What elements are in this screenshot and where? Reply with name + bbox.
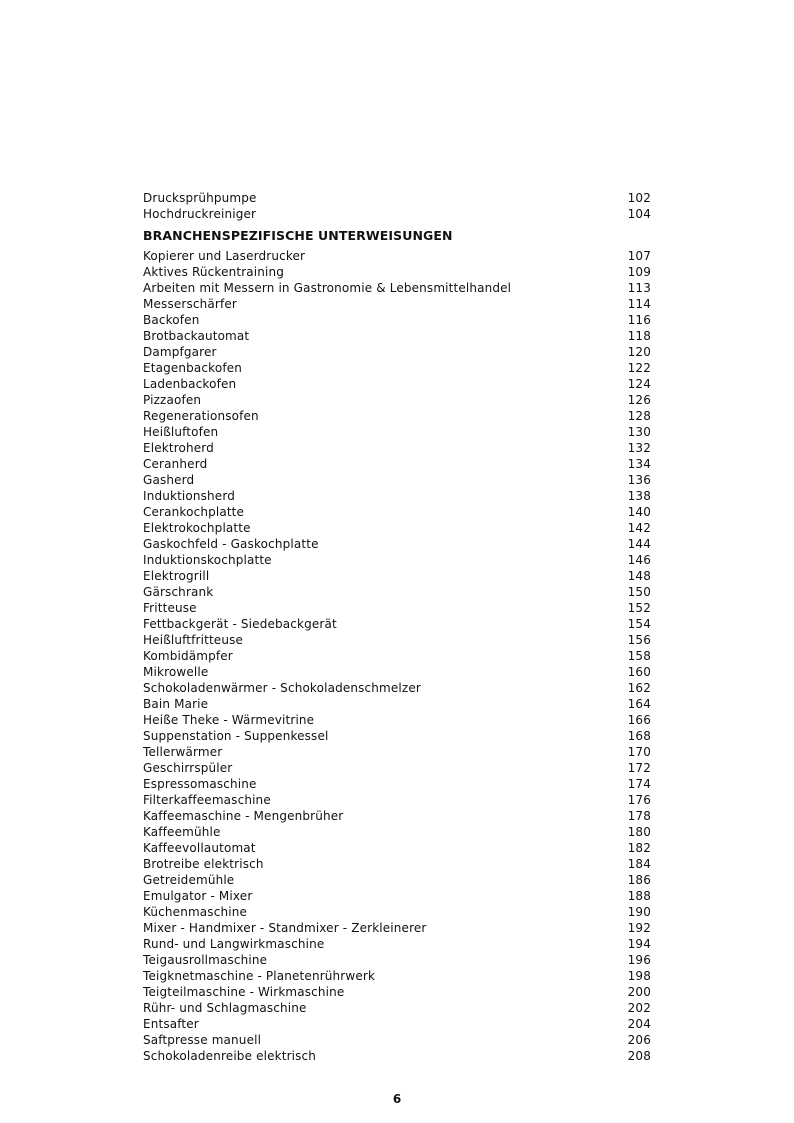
- toc-entry-title: Backofen: [143, 313, 200, 327]
- toc-entry: [143, 1016, 651, 1032]
- toc-entry-title: Teigknetmaschine - Planetenrührwerk: [143, 969, 376, 983]
- toc-entry-page: 196: [627, 953, 651, 967]
- toc-entry-title: Filterkaffeemaschine: [143, 793, 271, 807]
- section-heading: BRANCHENSPEZIFISCHE UNTERWEISUNGEN: [143, 228, 453, 243]
- toc-entry-title: Entsafter: [143, 1017, 199, 1031]
- toc-entry-title: Induktionsherd: [143, 489, 235, 503]
- toc-entry-page: 158: [627, 649, 651, 663]
- toc-entry-page: 138: [627, 489, 651, 503]
- toc-entry-page: 146: [627, 553, 651, 567]
- toc-entry: [143, 1048, 651, 1064]
- toc-entry-title: Getreidemühle: [143, 873, 235, 887]
- toc-entries-after: [143, 248, 651, 1064]
- toc-entry-page: 148: [627, 569, 651, 583]
- toc-entry-page: 190: [627, 905, 651, 919]
- toc-entry-title: Gaskochfeld - Gaskochplatte: [143, 537, 319, 551]
- toc-entry-page: 109: [627, 265, 651, 279]
- toc-entry-title: Ceranherd: [143, 457, 208, 471]
- toc-entry-page: 186: [627, 873, 651, 887]
- toc-entry-page: 176: [627, 793, 651, 807]
- toc-entry: [143, 648, 651, 664]
- toc-entry-page: 178: [627, 809, 651, 823]
- toc-entry: [143, 712, 651, 728]
- toc-entry-page: 172: [627, 761, 651, 775]
- toc-entry: [143, 616, 651, 632]
- toc-entry-page: 142: [627, 521, 651, 535]
- toc-entry: [143, 376, 651, 392]
- toc-entry-title: Teigausrollmaschine: [143, 953, 268, 967]
- toc-entry-page: 116: [627, 313, 651, 327]
- toc-entry-title: Heißluftofen: [143, 425, 219, 439]
- toc-entry: [143, 808, 651, 824]
- toc-entry-page: 192: [627, 921, 651, 935]
- toc-entry-title: Etagenbackofen: [143, 361, 242, 375]
- toc-entry: [143, 536, 651, 552]
- toc-entry-title: Pizzaofen: [143, 393, 202, 407]
- toc-entry-page: 160: [627, 665, 651, 679]
- toc-entry: [143, 312, 651, 328]
- toc-entry-title: Mixer - Handmixer - Standmixer - Zerkleinerer: [143, 921, 427, 935]
- toc-entry: [143, 760, 651, 776]
- toc-entry-title: Küchenmaschine: [143, 905, 247, 919]
- toc-entry: [143, 440, 651, 456]
- toc-entry-page: 152: [627, 601, 651, 615]
- toc-entry-title: Gasherd: [143, 473, 195, 487]
- toc-entry: [143, 456, 651, 472]
- toc-entry: [143, 680, 651, 696]
- toc-entry-title: Espressomaschine: [143, 777, 257, 791]
- toc-entry-title: Ladenbackofen: [143, 377, 237, 391]
- toc-entry-page: 182: [627, 841, 651, 855]
- toc-entry: [143, 328, 651, 344]
- toc-entry-title: Hochdruckreiniger: [143, 207, 257, 221]
- toc-entry-title: Emulgator - Mixer: [143, 889, 253, 903]
- table-of-contents: [143, 190, 651, 1064]
- toc-entry-title: Elektroherd: [143, 441, 214, 455]
- toc-entry-title: Messerschärfer: [143, 297, 237, 311]
- toc-entry-page: 194: [627, 937, 651, 951]
- toc-entry-page: 107: [627, 249, 651, 263]
- toc-entry: [143, 840, 651, 856]
- toc-entry-page: 198: [627, 969, 651, 983]
- toc-entry: [143, 392, 651, 408]
- toc-entry-title: Elektrokochplatte: [143, 521, 251, 535]
- toc-entry-page: 122: [627, 361, 651, 375]
- toc-entry-page: 170: [627, 745, 651, 759]
- toc-entry-page: 156: [627, 633, 651, 647]
- toc-entry-page: 102: [627, 191, 651, 205]
- toc-entry-page: 202: [627, 1001, 651, 1015]
- toc-entry: [143, 984, 651, 1000]
- toc-entry: [143, 888, 651, 904]
- toc-entry: [143, 584, 651, 600]
- toc-entry-page: 126: [627, 393, 651, 407]
- toc-entry-page: 150: [627, 585, 651, 599]
- toc-entry: [143, 936, 651, 952]
- toc-entry-title: Teigteilmaschine - Wirkmaschine: [143, 985, 345, 999]
- toc-entry: [143, 552, 651, 568]
- toc-entry: [143, 856, 651, 872]
- toc-entry-title: Kombidämpfer: [143, 649, 233, 663]
- toc-entry-page: 124: [627, 377, 651, 391]
- toc-entry-page: 168: [627, 729, 651, 743]
- toc-entry-page: 164: [627, 697, 651, 711]
- toc-entry-page: 128: [627, 409, 651, 423]
- toc-entry-title: Rühr- und Schlagmaschine: [143, 1001, 307, 1015]
- toc-entry-title: Brotreibe elektrisch: [143, 857, 264, 871]
- toc-entry-page: 208: [627, 1049, 651, 1063]
- toc-entry: [143, 632, 651, 648]
- toc-entries-before: [143, 190, 651, 222]
- toc-entry: [143, 280, 651, 296]
- toc-entry-page: 166: [627, 713, 651, 727]
- toc-entry-page: 136: [627, 473, 651, 487]
- toc-entry: [143, 206, 651, 222]
- toc-entry-page: 132: [627, 441, 651, 455]
- toc-entry-page: 204: [627, 1017, 651, 1031]
- toc-entry-title: Mikrowelle: [143, 665, 209, 679]
- toc-entry: [143, 360, 651, 376]
- toc-entry-page: 114: [627, 297, 651, 311]
- toc-entry: [143, 520, 651, 536]
- toc-entry-page: 118: [627, 329, 651, 343]
- toc-entry-title: Geschirrspüler: [143, 761, 233, 775]
- toc-entry-page: 200: [627, 985, 651, 999]
- toc-entry: [143, 600, 651, 616]
- toc-entry: [143, 728, 651, 744]
- toc-entry-title: Tellerwärmer: [143, 745, 223, 759]
- toc-entry: [143, 264, 651, 280]
- toc-entry-title: Fettbackgerät - Siedebackgerät: [143, 617, 337, 631]
- toc-entry-title: Bain Marie: [143, 697, 209, 711]
- toc-entry-title: Arbeiten mit Messern in Gastronomie & Lebensmittelhandel: [143, 281, 512, 295]
- toc-entry-title: Heiße Theke - Wärmevitrine: [143, 713, 315, 727]
- toc-entry-title: Dampfgarer: [143, 345, 217, 359]
- toc-entry: [143, 488, 651, 504]
- toc-entry: [143, 344, 651, 360]
- toc-entry: [143, 904, 651, 920]
- toc-entry: [143, 248, 651, 264]
- toc-entry: [143, 504, 651, 520]
- toc-entry-page: 184: [627, 857, 651, 871]
- toc-entry: [143, 744, 651, 760]
- toc-entry-title: Kaffeemaschine - Mengenbrüher: [143, 809, 344, 823]
- toc-entry-title: Heißluftfritteuse: [143, 633, 244, 647]
- toc-entry: [143, 1000, 651, 1016]
- toc-entry-title: Kaffeevollautomat: [143, 841, 256, 855]
- toc-entry-page: 140: [627, 505, 651, 519]
- toc-entry-page: 162: [627, 681, 651, 695]
- page-number: 6: [392, 1092, 402, 1106]
- toc-entry-title: Fritteuse: [143, 601, 197, 615]
- toc-entry-page: 174: [627, 777, 651, 791]
- toc-entry: [143, 776, 651, 792]
- toc-entry: [143, 824, 651, 840]
- toc-entry-title: Saftpresse manuell: [143, 1033, 262, 1047]
- toc-entry-page: 154: [627, 617, 651, 631]
- toc-entry-title: Elektrogrill: [143, 569, 210, 583]
- toc-entry-page: 130: [627, 425, 651, 439]
- toc-entry-title: Suppenstation - Suppenkessel: [143, 729, 329, 743]
- toc-entry-title: Kopierer und Laserdrucker: [143, 249, 306, 263]
- toc-entry-title: Drucksprühpumpe: [143, 191, 257, 205]
- toc-entry-title: Gärschrank: [143, 585, 214, 599]
- toc-entry: [143, 1032, 651, 1048]
- toc-entry-title: Induktionskochplatte: [143, 553, 272, 567]
- toc-entry: [143, 190, 651, 206]
- toc-entry: [143, 920, 651, 936]
- toc-entry-page: 206: [627, 1033, 651, 1047]
- toc-entry: [143, 424, 651, 440]
- toc-entry-page: 113: [627, 281, 651, 295]
- toc-entry: [143, 568, 651, 584]
- toc-entry: [143, 696, 651, 712]
- toc-entry-title: Cerankochplatte: [143, 505, 245, 519]
- toc-entry-title: Schokoladenwärmer - Schokoladenschmelzer: [143, 681, 421, 695]
- toc-entry: [143, 664, 651, 680]
- toc-entry-page: 134: [627, 457, 651, 471]
- toc-entry: [143, 952, 651, 968]
- toc-entry-page: 188: [627, 889, 651, 903]
- toc-entry-page: 104: [627, 207, 651, 221]
- toc-entry: [143, 472, 651, 488]
- toc-entry-page: 120: [627, 345, 651, 359]
- toc-entry-page: 180: [627, 825, 651, 839]
- toc-entry: [143, 408, 651, 424]
- toc-entry-title: Regenerationsofen: [143, 409, 259, 423]
- toc-entry: [143, 792, 651, 808]
- toc-entry-title: Schokoladenreibe elektrisch: [143, 1049, 317, 1063]
- toc-entry: [143, 296, 651, 312]
- toc-entry-title: Brotbackautomat: [143, 329, 250, 343]
- toc-entry: [143, 872, 651, 888]
- toc-entry-title: Aktives Rückentraining: [143, 265, 285, 279]
- toc-entry-title: Kaffeemühle: [143, 825, 221, 839]
- toc-entry-title: Rund- und Langwirkmaschine: [143, 937, 325, 951]
- toc-entry-page: 144: [627, 537, 651, 551]
- toc-entry: [143, 968, 651, 984]
